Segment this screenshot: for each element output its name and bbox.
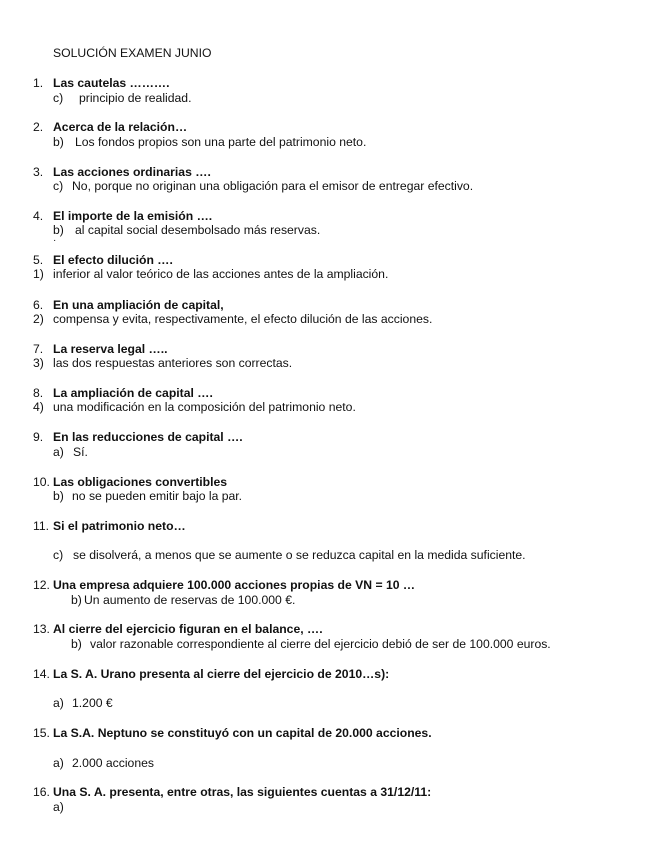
question-number: 15. [33,726,50,740]
question-number: 1. [33,76,44,90]
answer-letter: 3) [33,356,44,370]
document-title: SOLUCIÓN EXAMEN JUNIO [53,46,212,60]
answer-letter: 1) [33,267,44,281]
answer-letter: 4) [33,400,44,414]
answer-text: Los fondos propios son una parte del patrimonio neto. [75,135,367,149]
answer-text: 2.000 acciones [72,756,154,770]
answer-text: se disolverá, a menos que se aumente o se reduzca capital en la medida suficiente. [73,548,526,562]
answer-text: Sí. [73,445,88,459]
answer-text: principio de realidad. [79,91,192,105]
question-text: Las cautelas ………. [53,76,170,90]
answer-text: al capital social desembolsado más reservas. [75,223,321,237]
answer-letter: b) [53,223,64,237]
question-number: 10. [33,475,50,489]
question-number: 3. [33,165,44,179]
answer-letter: a) [53,800,64,814]
answer-text: No, porque no originan una obligación para el emisor de entregar efectivo. [72,179,474,193]
question-number: 2. [33,120,44,134]
answer-letter: 2) [33,312,44,326]
question-text: Si el patrimonio neto… [53,519,186,533]
question-text: Las acciones ordinarias …. [53,165,211,179]
answer-letter: b) [71,593,82,607]
question-number: 9. [33,430,44,444]
answer-text: no se pueden emitir bajo la par. [72,489,243,503]
question-number: 4. [33,209,44,223]
answer-text: compensa y evita, respectivamente, el efecto dilución de las acciones. [53,312,433,326]
answer-letter: a) [53,445,64,459]
question-text: Al cierre del ejercicio figuran en el balance, …. [53,622,323,636]
question-text: En las reducciones de capital …. [53,430,243,444]
answer-letter: c) [53,179,64,193]
answer-text: las dos respuestas anteriores son correctas. [53,356,293,370]
question-text: La S. A. Urano presenta al cierre del ejercicio de 2010…s): [53,667,390,681]
answer-letter: a) [53,756,64,770]
question-text: La S.A. Neptuno se constituyó con un capital de 20.000 acciones. [53,726,432,740]
answer-text: valor razonable correspondiente al cierre del ejercicio debió de ser de 100.000 euros. [90,637,551,651]
question-number: 14. [33,667,50,681]
question-number: 6. [33,298,44,312]
question-text: En una ampliación de capital, [53,298,224,312]
answer-letter: b) [53,489,64,503]
question-text: Acerca de la relación… [53,120,188,134]
question-text: La reserva legal ….. [53,342,168,356]
question-number: 5. [33,253,44,267]
question-number: 16. [33,785,50,799]
question-text: La ampliación de capital …. [53,386,213,400]
answer-letter: c) [53,548,64,562]
answer-letter: c) [53,91,64,105]
question-number: 8. [33,386,44,400]
answer-letter: a) [53,696,64,710]
question-text: El efecto dilución …. [53,253,173,267]
question-number: 7. [33,342,44,356]
question-text: El importe de la emisión …. [53,209,213,223]
answer-text: Un aumento de reservas de 100.000 €. [84,593,296,607]
question-text: Una S. A. presenta, entre otras, las siguientes cuentas a 31/12/11: [53,785,432,799]
question-number: 13. [33,622,50,636]
question-text: Una empresa adquiere 100.000 acciones propias de VN = 10 … [53,578,416,592]
answer-text: inferior al valor teórico de las acciones antes de la ampliación. [53,267,389,281]
question-number: 12. [33,578,50,592]
answer-text: 1.200 € [72,696,113,710]
answer-text: una modificación en la composición del patrimonio neto. [53,400,356,414]
question-text: Las obligaciones convertibles [53,475,228,489]
answer-letter: b) [53,135,64,149]
question-number: 11. [33,519,50,533]
answer-letter: b) [71,637,82,651]
stray-mark: · [53,235,57,246]
